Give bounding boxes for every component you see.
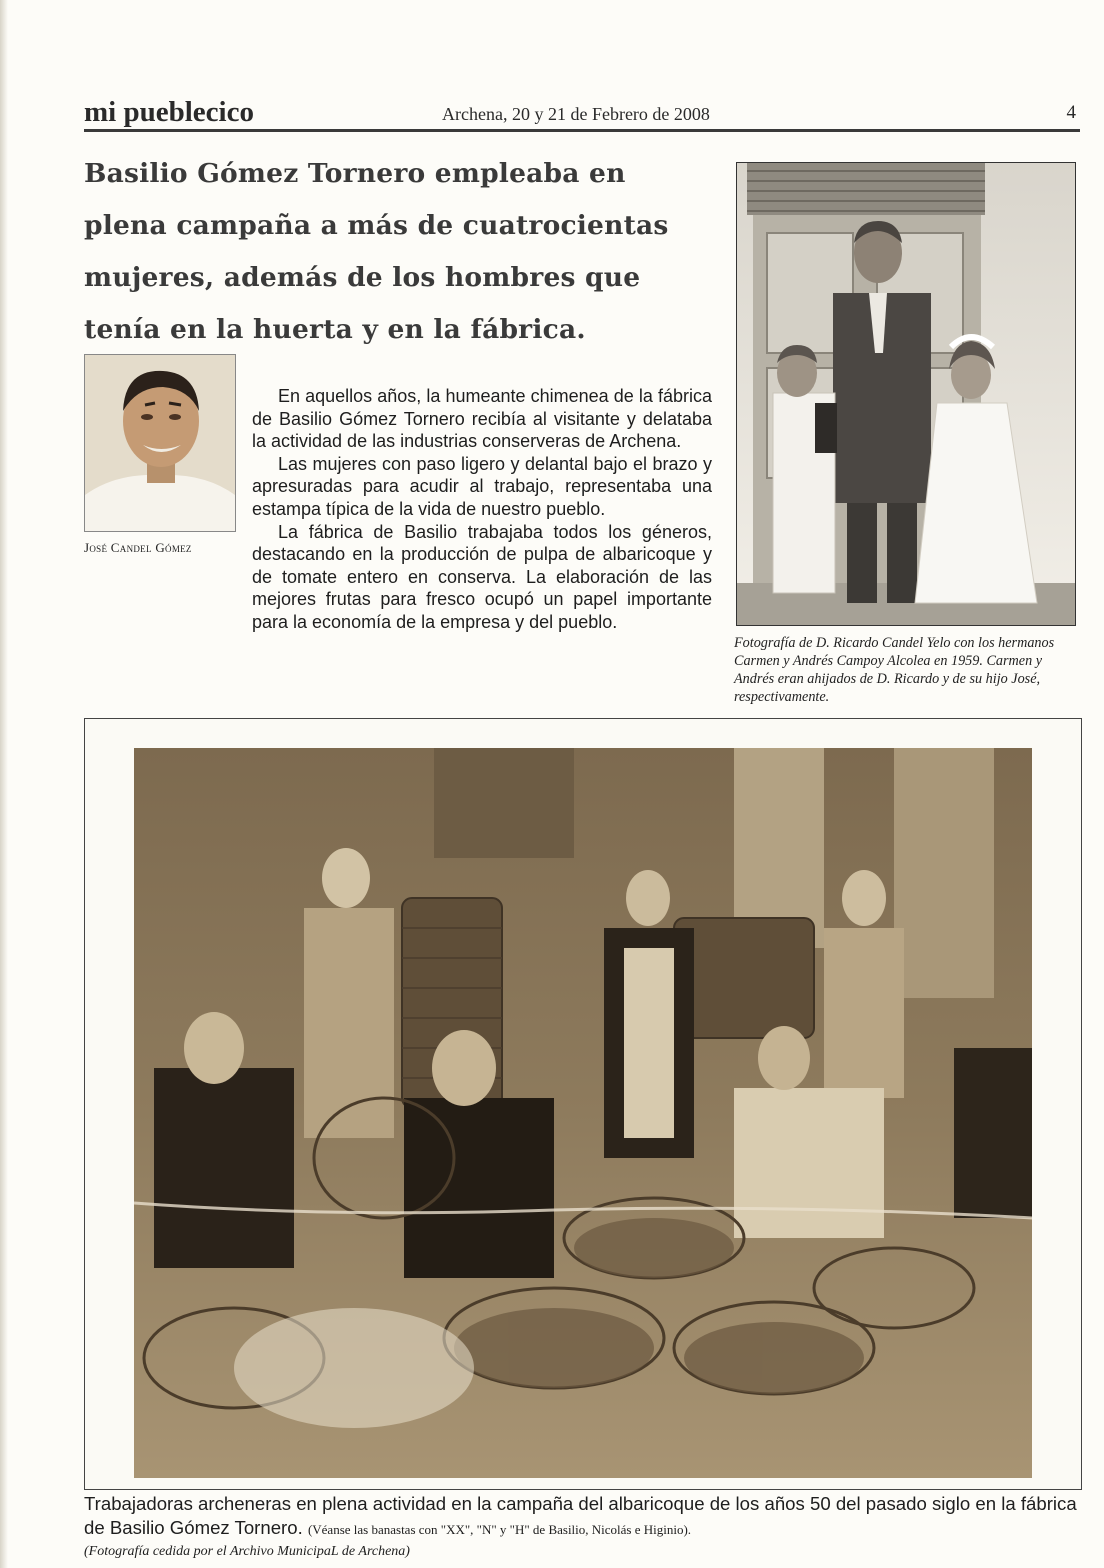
family-photo-caption: Fotografía de D. Ricardo Candel Yelo con los hermanos Carmen y Andrés Campoy Alcolea en 1959. Carmen y Andrés eran ahijados de D. Ricardo y de su hijo José, respectivamente. [734,635,1055,705]
paragraph: Las mujeres con paso ligero y delantal bajo el brazo y apresuradas para acudir al trabajo, representaba una estampa típica de la vida de nuestro pueblo. [252,453,712,519]
caption-note: (Véanse las banastas con "XX", "N" y "H" de Basilio, Nicolás e Higinio). [307,1522,692,1537]
section-name: mi pueblecico [84,96,254,128]
family-photo [736,162,1076,626]
page-header [84,94,1080,134]
photo-credit: (Fotografía cedida por el Archivo MunicipaL de Archena) [84,1544,410,1559]
article-body [252,385,712,634]
author-byline: José Candel Gómez [84,540,192,555]
author-portrait [84,354,236,532]
caption-text: Trabajadoras archeneras en plena actividad en la campaña del albaricoque de los años 50 del pasado siglo en la fábrica de Basilio Gómez Tornero. [84,1493,1077,1538]
paragraph: En aquellos años, la humeante chimenea de la fábrica de Basilio Gómez Tornero recibía al visitante y delataba la actividad de las industrias conserveras de Archena. [252,386,712,452]
paragraph: La fábrica de Basilio trabajaba todos los géneros, destacando en la producción de pulpa de albaricoque y de tomate entero en conserva. La elaboración de las mejores frutas para fresco ocupó un papel importante para la economía de la empresa y del pueblo. [252,521,712,632]
issue-date: Archena, 20 y 21 de Febrero de 2008 [442,104,710,124]
main-photo-caption [84,1492,1084,1562]
header-rule [84,129,1080,132]
page-edge [0,0,8,1568]
page-number: 4 [1066,102,1076,123]
headline: Basilio Gómez Tornero empleaba en plena campaña a más de cuatrocientas mujeres, además de los hombres que tenía en la huerta y en la fábrica. [84,158,669,345]
workers-photo [134,748,1032,1478]
